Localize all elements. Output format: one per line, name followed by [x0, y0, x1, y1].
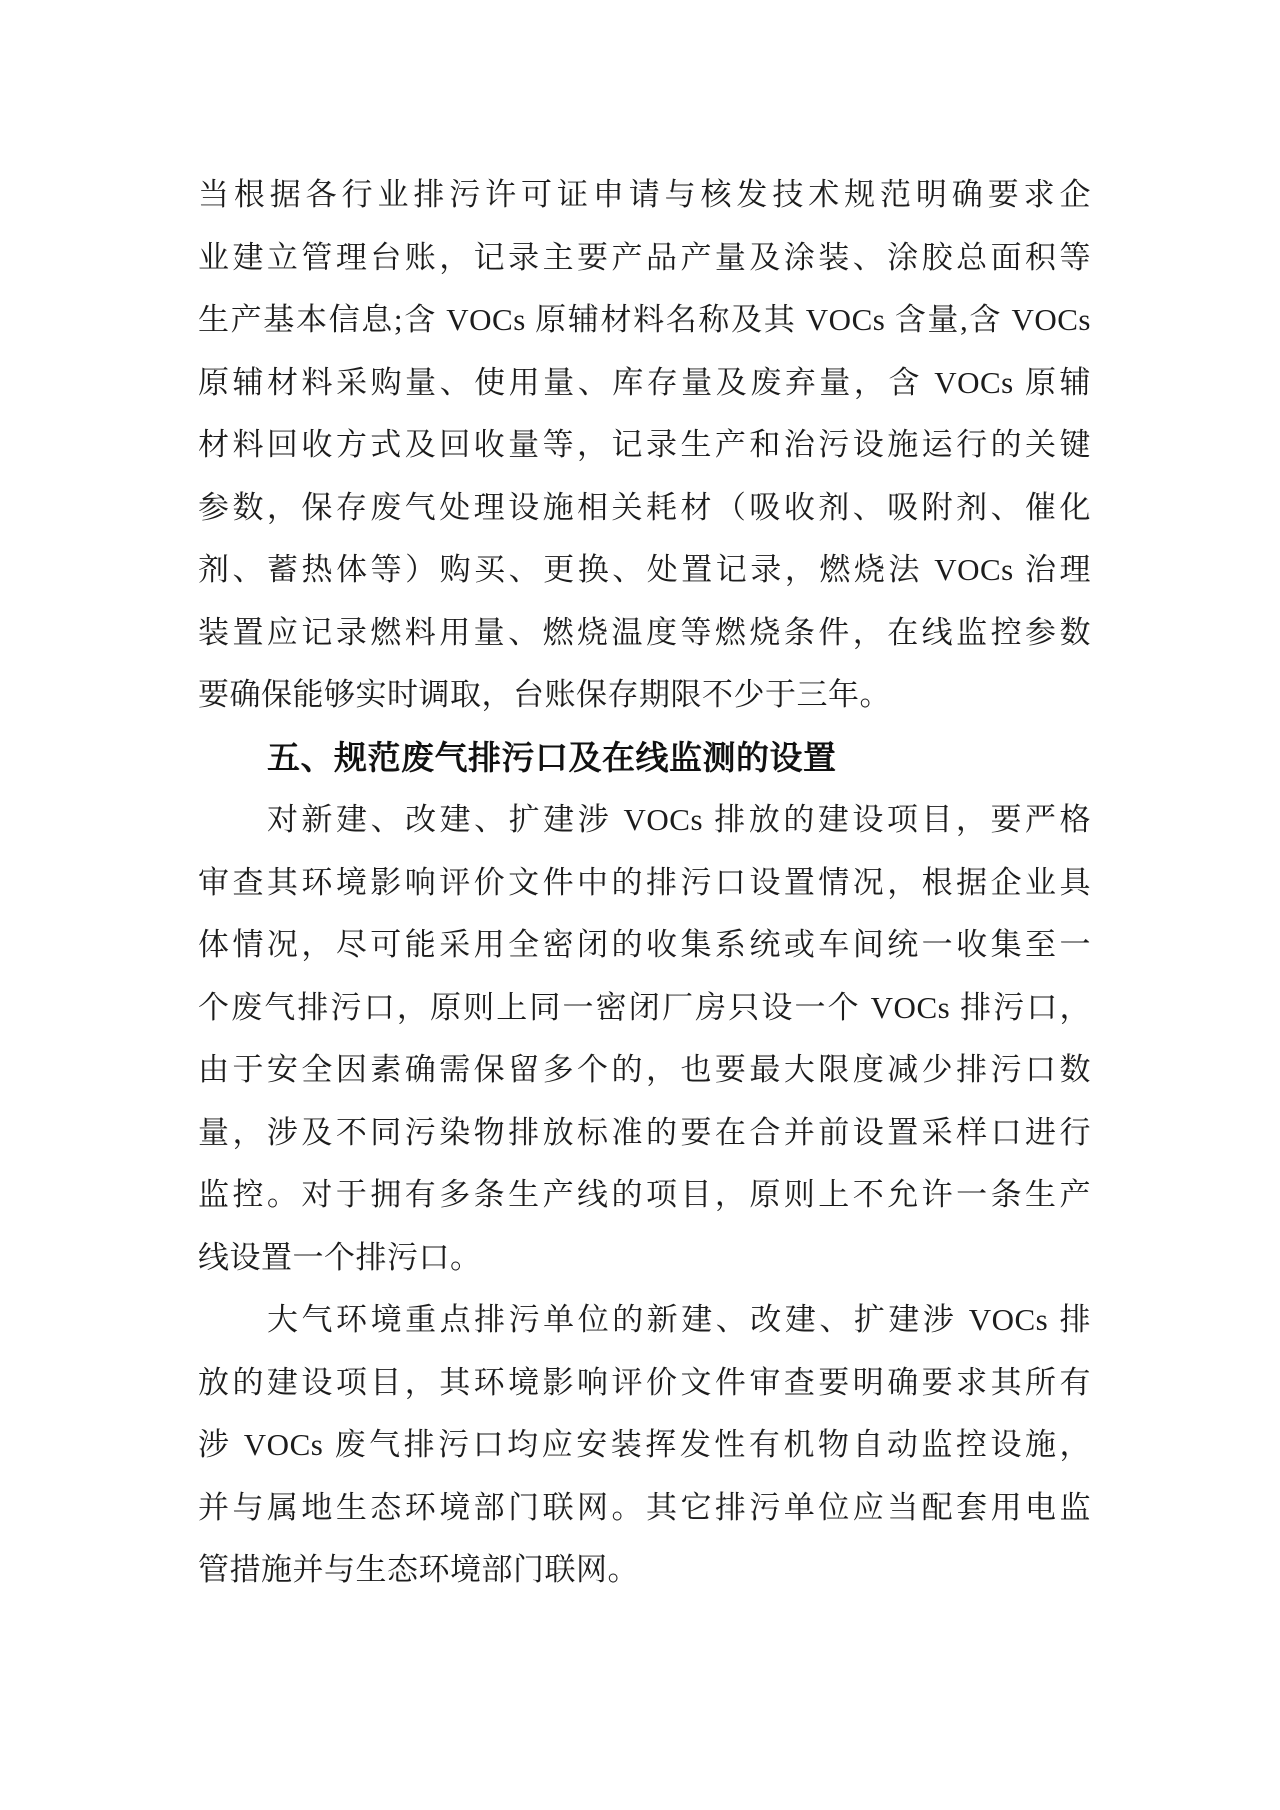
section-heading: 五、规范废气排污口及在线监测的设置 — [267, 738, 837, 776]
text-line: 当根据各行业排污许可证申请与核发技术规范明确要求企 — [198, 177, 1091, 212]
text-line: 涉 VOCs 废气排污口均应安装挥发性有机物自动监控设施， — [198, 1427, 1091, 1462]
text-line: 量，涉及不同污染物排放标准的要在合并前设置采样口进行 — [198, 1114, 1091, 1150]
text-line: 并与属地生态环境部门联网。其它排污单位应当配套用电监 — [198, 1489, 1091, 1525]
text-line: 体情况，尽可能采用全密闭的收集系统或车间统一收集至一 — [198, 927, 1091, 962]
text-line: 装置应记录燃料用量、燃烧温度等燃烧条件，在线监控参数 — [198, 614, 1091, 650]
text-line: 大气环境重点排污单位的新建、改建、扩建涉 VOCs 排 — [267, 1302, 1091, 1337]
text-line: 剂、蓄热体等）购买、更换、处置记录，燃烧法 VOCs 治理 — [198, 552, 1091, 587]
text-line: 个废气排污口，原则上同一密闭厂房只设一个 VOCs 排污口， — [198, 989, 1091, 1025]
text-line: 业建立管理台账，记录主要产品产量及涂装、涂胶总面积等 — [198, 239, 1091, 275]
text-line: 原辅材料采购量、使用量、库存量及废弃量，含 VOCs 原辅 — [198, 364, 1091, 400]
text-line: 线设置一个排污口。 — [198, 1239, 482, 1275]
text-line: 审查其环境影响评价文件中的排污口设置情况，根据企业具 — [198, 864, 1091, 900]
document-body — [198, 164, 1091, 1602]
text-line: 对新建、改建、扩建涉 VOCs 排放的建设项目，要严格 — [267, 802, 1091, 837]
text-line: 参数，保存废气处理设施相关耗材（吸收剂、吸附剂、催化 — [198, 489, 1091, 525]
text-line: 材料回收方式及回收量等，记录生产和治污设施运行的关键 — [198, 427, 1091, 462]
text-line: 监控。对于拥有多条生产线的项目，原则上不允许一条生产 — [198, 1177, 1091, 1212]
text-line: 要确保能够实时调取，台账保存期限不少于三年。 — [198, 677, 891, 712]
text-line: 管措施并与生态环境部门联网。 — [198, 1552, 639, 1587]
text-line: 放的建设项目，其环境影响评价文件审查要明确要求其所有 — [198, 1364, 1091, 1400]
text-line: 由于安全因素确需保留多个的，也要最大限度减少排污口数 — [198, 1052, 1091, 1087]
text-line: 生产基本信息;含 VOCs 原辅材料名称及其 VOCs 含量,含 VOCs — [198, 302, 1091, 337]
